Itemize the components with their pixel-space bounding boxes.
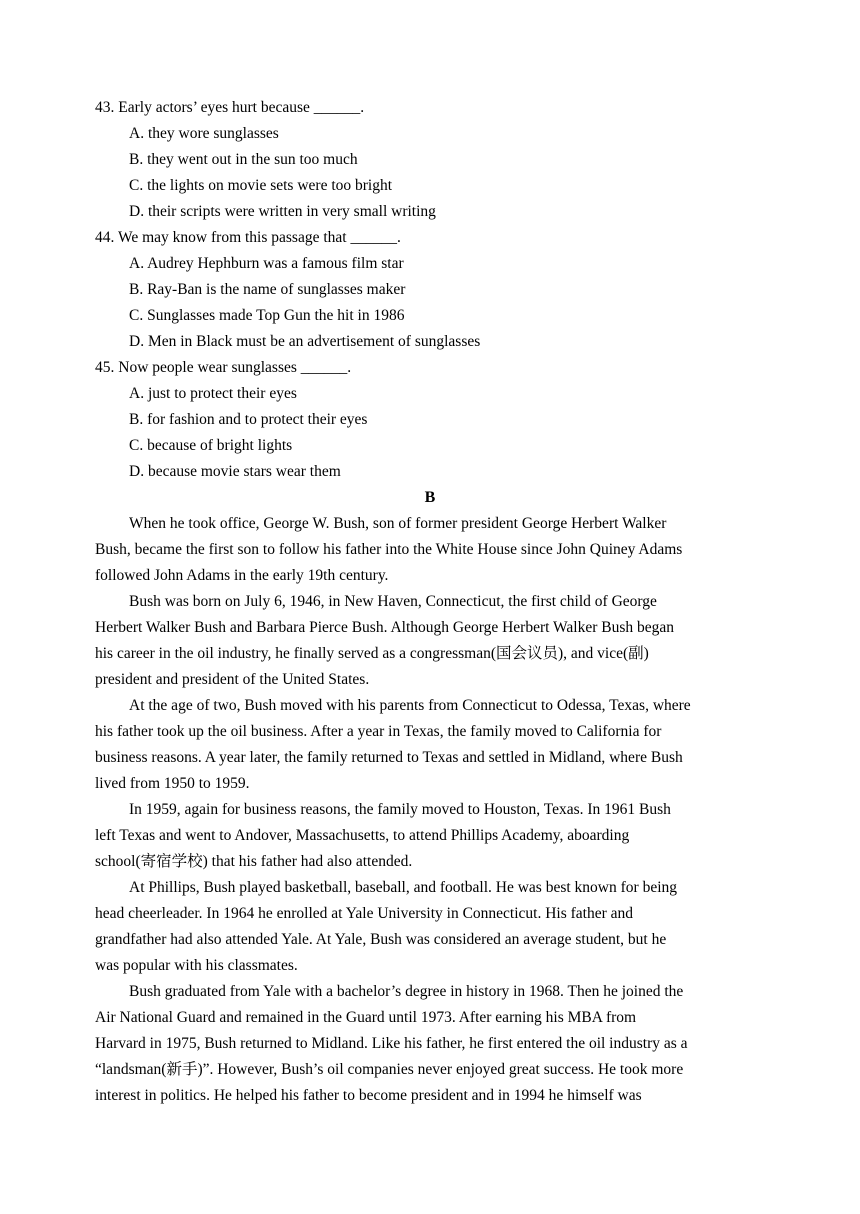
- option-c: C. because of bright lights: [129, 437, 293, 454]
- paragraph-line: At the age of two, Bush moved with his parents from Connecticut to Odessa, Texas, where: [129, 697, 691, 714]
- question-stem: 44. We may know from this passage that ______.: [95, 229, 401, 246]
- paragraph-5: [95, 875, 765, 979]
- paragraph-line: interest in politics. He helped his father to become president and in 1994 he himself was: [95, 1087, 642, 1104]
- paragraph-line: Bush, became the first son to follow his father into the White House since John Quiney Adams: [95, 541, 683, 558]
- paragraph-line: head cheerleader. In 1964 he enrolled at Yale University in Connecticut. His father and: [95, 905, 634, 922]
- paragraph-1: [95, 511, 765, 589]
- section-b: [95, 485, 765, 1109]
- paragraph-2: [95, 589, 765, 693]
- paragraph-4: [95, 797, 765, 875]
- option-b: B. Ray-Ban is the name of sunglasses maker: [129, 281, 406, 298]
- option-a: A. they wore sunglasses: [129, 125, 279, 142]
- question-stem: 45. Now people wear sunglasses ______.: [95, 359, 352, 376]
- option-b: B. for fashion and to protect their eyes: [129, 411, 368, 428]
- question-43: [95, 95, 765, 225]
- option-a: A. just to protect their eyes: [129, 385, 297, 402]
- paragraph-line: When he took office, George W. Bush, son of former president George Herbert Walker: [129, 515, 667, 532]
- paragraph-line: was popular with his classmates.: [95, 957, 298, 974]
- option-d: D. because movie stars wear them: [129, 463, 341, 480]
- paragraph-line: business reasons. A year later, the family returned to Texas and settled in Midland, where Bush: [95, 749, 683, 766]
- question-stem: 43. Early actors’ eyes hurt because ______.: [95, 99, 365, 116]
- paragraph-line: Herbert Walker Bush and Barbara Pierce Bush. Although George Herbert Walker Bush began: [95, 619, 675, 636]
- paragraph-6: [95, 979, 765, 1109]
- option-c: C. the lights on movie sets were too bright: [129, 177, 393, 194]
- paragraph-line: “landsman(新手)”. However, Bush’s oil companies never enjoyed great success. He took more: [95, 1061, 684, 1078]
- paragraph-line: Air National Guard and remained in the Guard until 1973. After earning his MBA from: [95, 1009, 637, 1026]
- paragraph-line: school(寄宿学校) that his father had also attended.: [95, 853, 413, 870]
- paragraph-line: followed John Adams in the early 19th century.: [95, 567, 389, 584]
- paragraph-line: At Phillips, Bush played basketball, baseball, and football. He was best known for being: [129, 879, 678, 896]
- question-44: [95, 225, 765, 355]
- question-45: [95, 355, 765, 485]
- paragraph-line: In 1959, again for business reasons, the family moved to Houston, Texas. In 1961 Bush: [129, 801, 671, 818]
- section-heading: B: [424, 489, 436, 506]
- paragraph-line: Bush graduated from Yale with a bachelor’s degree in history in 1968. Then he joined the: [129, 983, 684, 1000]
- option-a: A. Audrey Hephburn was a famous film star: [129, 255, 404, 272]
- option-d: D. their scripts were written in very small writing: [129, 203, 436, 220]
- option-b: B. they went out in the sun too much: [129, 151, 358, 168]
- paragraph-line: his father took up the oil business. After a year in Texas, the family moved to California for: [95, 723, 662, 740]
- option-d: D. Men in Black must be an advertisement of sunglasses: [129, 333, 481, 350]
- paragraph-line: Bush was born on July 6, 1946, in New Haven, Connecticut, the first child of George: [129, 593, 657, 610]
- paragraph-line: his career in the oil industry, he finally served as a congressman(国会议员), and vice(副): [95, 645, 649, 662]
- paragraph-line: president and president of the United States.: [95, 671, 370, 688]
- option-c: C. Sunglasses made Top Gun the hit in 1986: [129, 307, 405, 324]
- paragraph-line: lived from 1950 to 1959.: [95, 775, 250, 792]
- paragraph-line: left Texas and went to Andover, Massachusetts, to attend Phillips Academy, aboarding: [95, 827, 630, 844]
- exam-page: [95, 95, 765, 1109]
- paragraph-line: grandfather had also attended Yale. At Yale, Bush was considered an average student, but he: [95, 931, 667, 948]
- paragraph-3: [95, 693, 765, 797]
- paragraph-line: Harvard in 1975, Bush returned to Midland. Like his father, he first entered the oil industry as a: [95, 1035, 688, 1052]
